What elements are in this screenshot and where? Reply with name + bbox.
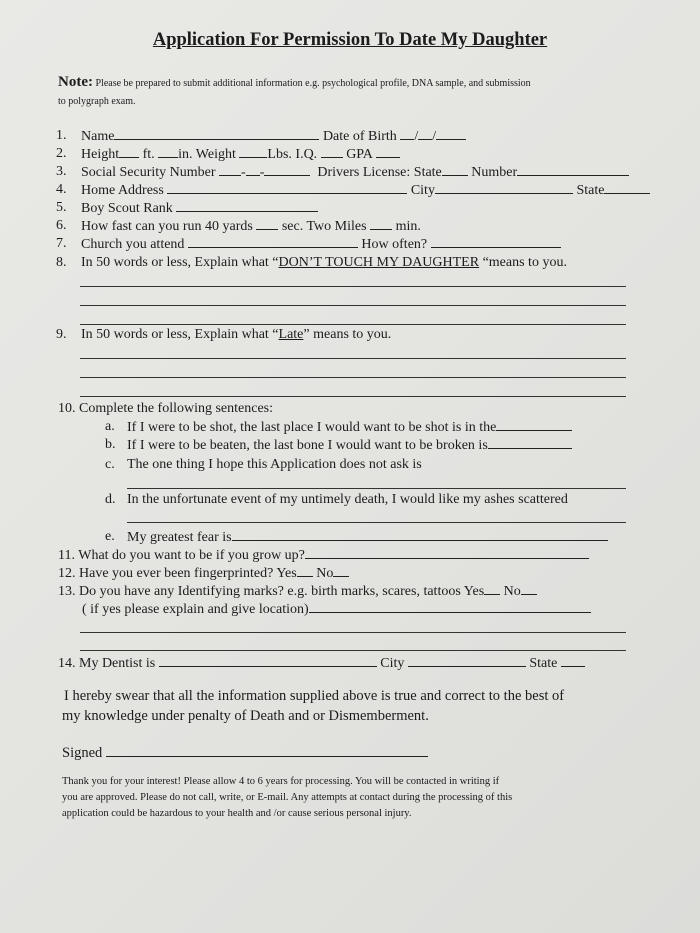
q10a-field[interactable] <box>496 418 572 431</box>
oath-line-1: I hereby swear that all the information supplied above is true and correct to the best of <box>64 688 565 704</box>
q13-yes-field[interactable] <box>484 582 500 595</box>
q9-suffix: ” means to you. <box>303 327 392 342</box>
note-line-1 <box>58 74 531 91</box>
run-40-field[interactable] <box>256 217 278 230</box>
drivers-license-label: Drivers License: State <box>317 165 442 180</box>
gpa-field[interactable] <box>376 145 400 158</box>
iq-field[interactable] <box>321 145 343 158</box>
q12-no-label: No <box>316 566 334 581</box>
ssn-field-1[interactable] <box>219 163 241 176</box>
name-label: Name <box>81 129 115 144</box>
gpa-label: GPA <box>346 147 373 162</box>
q13-no-field[interactable] <box>521 582 537 595</box>
form-title: Application For Permission To Date My Daughter <box>152 30 548 50</box>
footer-line-2: you are approved. Please do not call, write, or E-mail. Any attempts at contact during the processing of this <box>62 792 513 803</box>
note-text-2: to polygraph exam. <box>58 96 136 107</box>
church-field[interactable] <box>188 235 358 248</box>
question-8 <box>81 254 567 272</box>
name-row: Name Date of Birth / / <box>81 127 466 146</box>
q10b-row <box>127 436 572 455</box>
two-miles-field[interactable] <box>370 217 392 230</box>
q8-phrase: DON’T TOUCH MY DAUGHTER <box>278 255 480 270</box>
q13b-text: ( if yes please explain and give location) <box>82 602 309 617</box>
how-often-field[interactable] <box>431 235 561 248</box>
q10d-label: d. <box>105 492 116 507</box>
church-label: Church you attend <box>81 237 185 252</box>
item-number-3: 3. <box>56 164 67 179</box>
q11-row <box>58 546 589 565</box>
q13-row <box>58 582 537 601</box>
q10a-text: If I were to be shot, the last place I would want to be shot is in the <box>127 420 497 435</box>
church-row <box>81 235 561 254</box>
dob-year-field[interactable] <box>436 127 466 140</box>
dl-number-label: Number <box>471 165 518 180</box>
q12-text: 12. Have you ever been fingerprinted? Yes <box>58 566 297 581</box>
q11-field[interactable] <box>305 546 589 559</box>
q10c-label: c. <box>105 457 115 472</box>
q11-text: 11. What do you want to be if you grow up? <box>58 548 305 563</box>
item-number-2: 2. <box>56 146 67 161</box>
q10-text: Complete the following sentences: <box>79 401 274 416</box>
name-field[interactable] <box>114 127 319 140</box>
item-number-7: 7. <box>56 236 67 251</box>
q10d-text: In the unfortunate event of my untimely death, I would like my ashes scattered <box>127 492 568 507</box>
address-field[interactable] <box>167 181 407 194</box>
two-miles-label: sec. Two Miles <box>281 219 367 234</box>
item-number-6: 6. <box>56 218 67 233</box>
state-label: State <box>576 183 605 198</box>
signed-row <box>62 744 428 762</box>
height-label: Height <box>81 147 120 162</box>
q13b-field[interactable] <box>309 600 591 613</box>
run-label: How fast can you run 40 yards <box>81 219 253 234</box>
question-10 <box>58 400 273 418</box>
q8-answer-line-2[interactable] <box>80 305 626 306</box>
run-row <box>81 217 421 236</box>
dl-state-field[interactable] <box>442 163 468 176</box>
note-text-1: Please be prepared to submit additional information e.g. psychological profile, DNA sample, and submission <box>95 78 531 89</box>
ssn-row: Social Security Number - - Drivers License: State Number <box>81 163 629 182</box>
signed-label: Signed <box>62 745 103 761</box>
min-label: min. <box>395 219 421 234</box>
scout-row <box>81 199 318 218</box>
q9-prefix: In 50 words or less, Explain what “ <box>81 327 279 342</box>
ft-label: ft. <box>142 147 155 162</box>
ssn-label: Social Security Number <box>81 165 216 180</box>
q13b-row <box>82 600 591 619</box>
lbs-iq-label: Lbs. I.Q. <box>267 147 318 162</box>
q13-text: 13. Do you have any Identifying marks? e.g. birth marks, scares, tattoos Yes <box>58 584 485 599</box>
q8-answer-line-3[interactable] <box>80 324 626 325</box>
height-row <box>81 145 400 164</box>
dentist-field[interactable] <box>159 654 377 667</box>
oath-line-2: my knowledge under penalty of Death and or Dismemberment. <box>62 708 429 724</box>
q10a-label: a. <box>105 419 115 434</box>
item-number-1: 1. <box>56 128 67 143</box>
q8-prefix: In 50 words or less, Explain what “ <box>81 255 279 270</box>
q10b-label: b. <box>105 437 116 452</box>
question-9 <box>81 326 391 344</box>
dentist-state-field[interactable] <box>561 654 585 667</box>
item-number-4: 4. <box>56 182 67 197</box>
dentist-city-field[interactable] <box>408 654 526 667</box>
q10e-field[interactable] <box>232 528 608 541</box>
q13-answer-line-1[interactable] <box>80 632 626 633</box>
scout-rank-field[interactable] <box>176 199 318 212</box>
address-label: Home Address <box>81 183 164 198</box>
q8-suffix: “means to you. <box>479 255 567 270</box>
ssn-field-3[interactable] <box>264 163 310 176</box>
address-row <box>81 181 650 200</box>
q10b-field[interactable] <box>488 436 572 449</box>
dob-label: Date of Birth <box>322 129 397 144</box>
q8-answer-line-1[interactable] <box>80 286 626 287</box>
q13-answer-line-2[interactable] <box>80 650 626 651</box>
q10c-answer-line[interactable] <box>127 488 626 489</box>
item-number-9: 9. <box>56 327 67 342</box>
q9-phrase: Late <box>278 327 304 342</box>
weight-field[interactable] <box>239 145 267 158</box>
q10e-text: My greatest fear is <box>127 530 232 545</box>
q10c-text: The one thing I hope this Application does not ask is <box>127 457 422 472</box>
q9-answer-line-1[interactable] <box>80 358 626 359</box>
city-field[interactable] <box>435 181 573 194</box>
item-number-8: 8. <box>56 255 67 270</box>
q14-text: 14. My Dentist is <box>58 656 156 671</box>
q14-row <box>58 654 585 673</box>
q10d-answer-line[interactable] <box>127 522 626 523</box>
q10e-label: e. <box>105 529 115 544</box>
q9-answer-line-3[interactable] <box>80 396 626 397</box>
note-label: Note: <box>58 74 93 90</box>
q9-answer-line-2[interactable] <box>80 377 626 378</box>
q10a-row <box>127 418 572 437</box>
height-ft-field[interactable] <box>119 145 139 158</box>
dentist-state-label: State <box>529 656 558 671</box>
q12-yes-field[interactable] <box>297 564 313 577</box>
dob-month-field[interactable] <box>400 127 414 140</box>
ssn-field-2[interactable] <box>246 163 260 176</box>
q12-row <box>58 564 349 583</box>
q12-no-field[interactable] <box>333 564 349 577</box>
how-often-label: How often? <box>361 237 428 252</box>
weight-label: in. Weight <box>178 147 236 162</box>
dentist-city-label: City <box>380 656 405 671</box>
scout-rank-label: Boy Scout Rank <box>81 201 173 216</box>
dob-day-field[interactable] <box>418 127 432 140</box>
city-label: City <box>410 183 435 198</box>
dl-number-field[interactable] <box>517 163 629 176</box>
item-number-5: 5. <box>56 200 67 215</box>
q13-no-label: No <box>503 584 521 599</box>
q10e-row <box>127 528 608 547</box>
signature-field[interactable] <box>106 744 428 757</box>
footer-line-1: Thank you for your interest! Please allow 4 to 6 years for processing. You will be contacted in writing if <box>62 776 500 787</box>
item-number-10: 10. <box>58 401 76 416</box>
q10b-text: If I were to be beaten, the last bone I would want to be broken is <box>127 438 488 453</box>
height-in-field[interactable] <box>158 145 178 158</box>
state-field[interactable] <box>604 181 650 194</box>
footer-line-3: application could be hazardous to your health and /or cause serious personal injury. <box>62 808 412 819</box>
